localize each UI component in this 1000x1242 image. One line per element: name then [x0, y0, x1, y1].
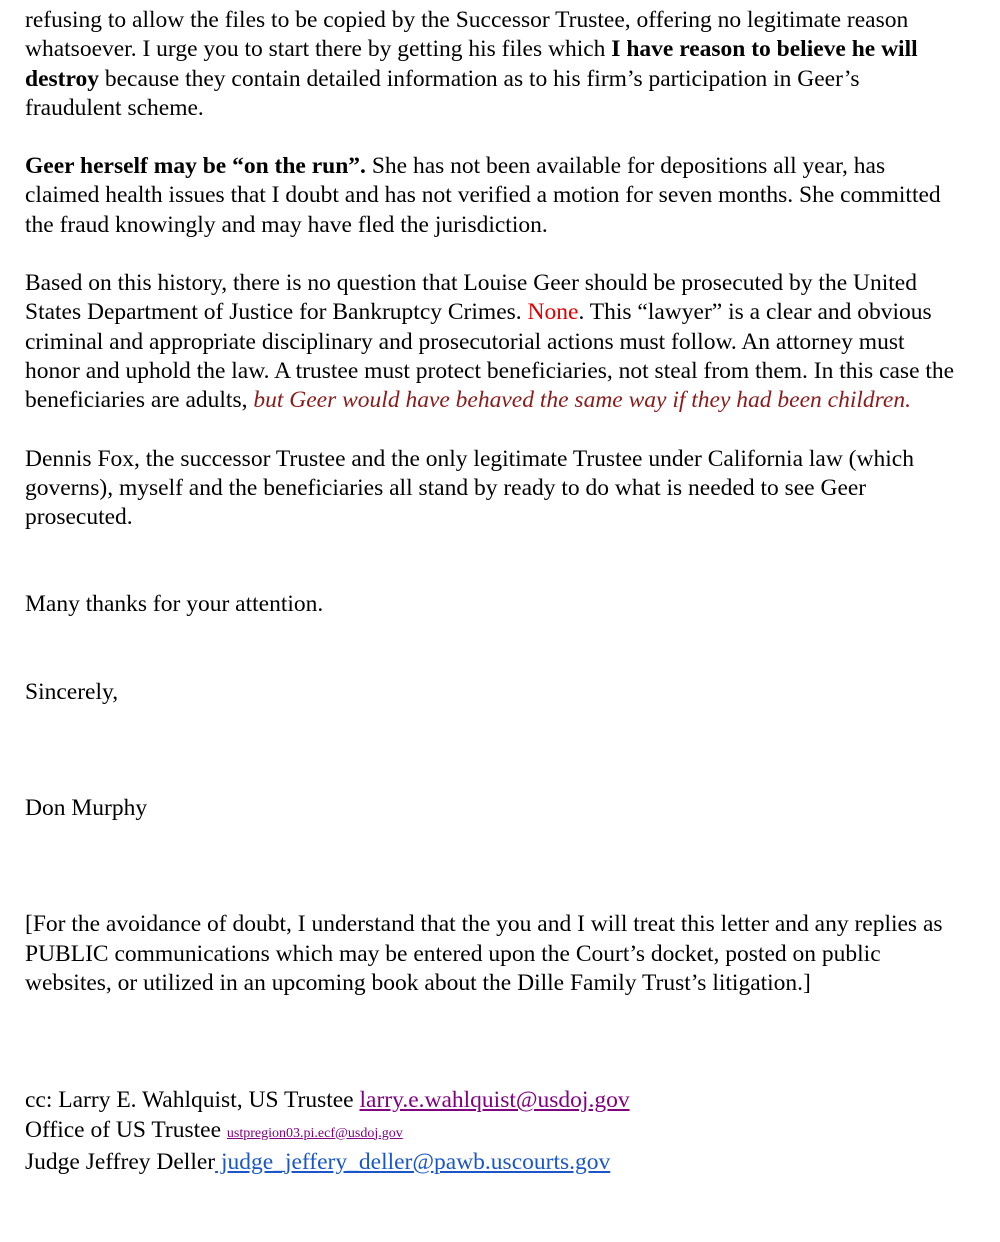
spacer	[25, 123, 955, 152]
cc-line-3-label: Judge Jeffrey Deller	[25, 1148, 216, 1175]
paragraph-on-the-run	[25, 152, 955, 240]
cc-line-2	[25, 1116, 955, 1148]
paragraph-prosecution	[25, 269, 955, 415]
cc-line-2-label: Office of US Trustee	[25, 1116, 227, 1143]
paragraph-files	[25, 6, 955, 123]
spacer	[25, 620, 955, 678]
paragraph-prosecution-text-a: Based on this history, there is no question that Louise Geer should be prosecuted by the United States Department of Justice for Bankruptcy Crimes.	[25, 270, 917, 326]
spacer	[25, 416, 955, 445]
closing-line: Sincerely,	[25, 678, 119, 705]
paragraph-on-the-run-text: She has not been available for depositions all year, has claimed health issues that I doubt and has not verified a motion for seven months. She committed the fraud knowingly and may have fled the jurisdiction.	[25, 153, 941, 238]
letter-page	[25, 6, 955, 1177]
spacer	[25, 532, 955, 590]
signature-name: Don Murphy	[25, 795, 148, 822]
email-link-judge-deller[interactable]: judge_jeffery_deller@pawb.uscourts.gov	[215, 1148, 611, 1175]
cc-line-1-label: cc: Larry E. Wahlquist, US Trustee	[25, 1087, 360, 1114]
cc-line-1	[25, 1086, 955, 1115]
spacer	[25, 240, 955, 269]
paragraph-files-text-a: refusing to allow the files to be copied by the Successor Trustee, offering no legitimate reason whatsoever. I urge you to start there by getting his files which	[25, 7, 909, 63]
spacer	[25, 707, 955, 794]
thanks-line: Many thanks for your attention.	[25, 591, 324, 618]
paragraph-prosecution-red-word: None	[527, 299, 579, 326]
email-link-ust-region[interactable]: ustpregion03.pi.ecf@usdoj.gov	[226, 1125, 403, 1141]
paragraph-prosecution-italic: but Geer would have behaved the same way if they had been children.	[253, 387, 911, 414]
cc-line-3	[25, 1148, 955, 1177]
disclaimer-paragraph: [For the avoidance of doubt, I understand that the you and I will treat this letter and any replies as PUBLIC communications which may be entered upon the Court’s docket, posted on public websites, or utilized in an upcoming book about the Dille Family Trust’s litigation.]	[25, 911, 943, 996]
paragraph-files-bold: I have reason to believe he will destroy	[25, 36, 918, 92]
email-link-wahlquist[interactable]: larry.e.wahlquist@usdoj.gov	[359, 1087, 630, 1114]
spacer	[25, 998, 955, 1086]
paragraph-on-the-run-bold: Geer herself may be “on the run”.	[25, 153, 366, 180]
paragraph-dennis-fox: Dennis Fox, the successor Trustee and the only legitimate Trustee under California law (which governs), myself and the beneficiaries all stand by ready to do what is needed to see Geer prosecuted.	[25, 445, 914, 531]
paragraph-prosecution-text-b: . This “lawyer” is a clear and obvious criminal and appropriate disciplinary and prosecutorial actions must follow. An attorney must honor and uphold the law. A trustee must protect beneficiaries, not steal from them. In this case the beneficiaries are adults,	[25, 299, 955, 414]
spacer	[25, 823, 955, 910]
paragraph-files-text-b: because they contain detailed information as to his firm’s participation in Geer’s fraudulent scheme.	[25, 65, 860, 121]
